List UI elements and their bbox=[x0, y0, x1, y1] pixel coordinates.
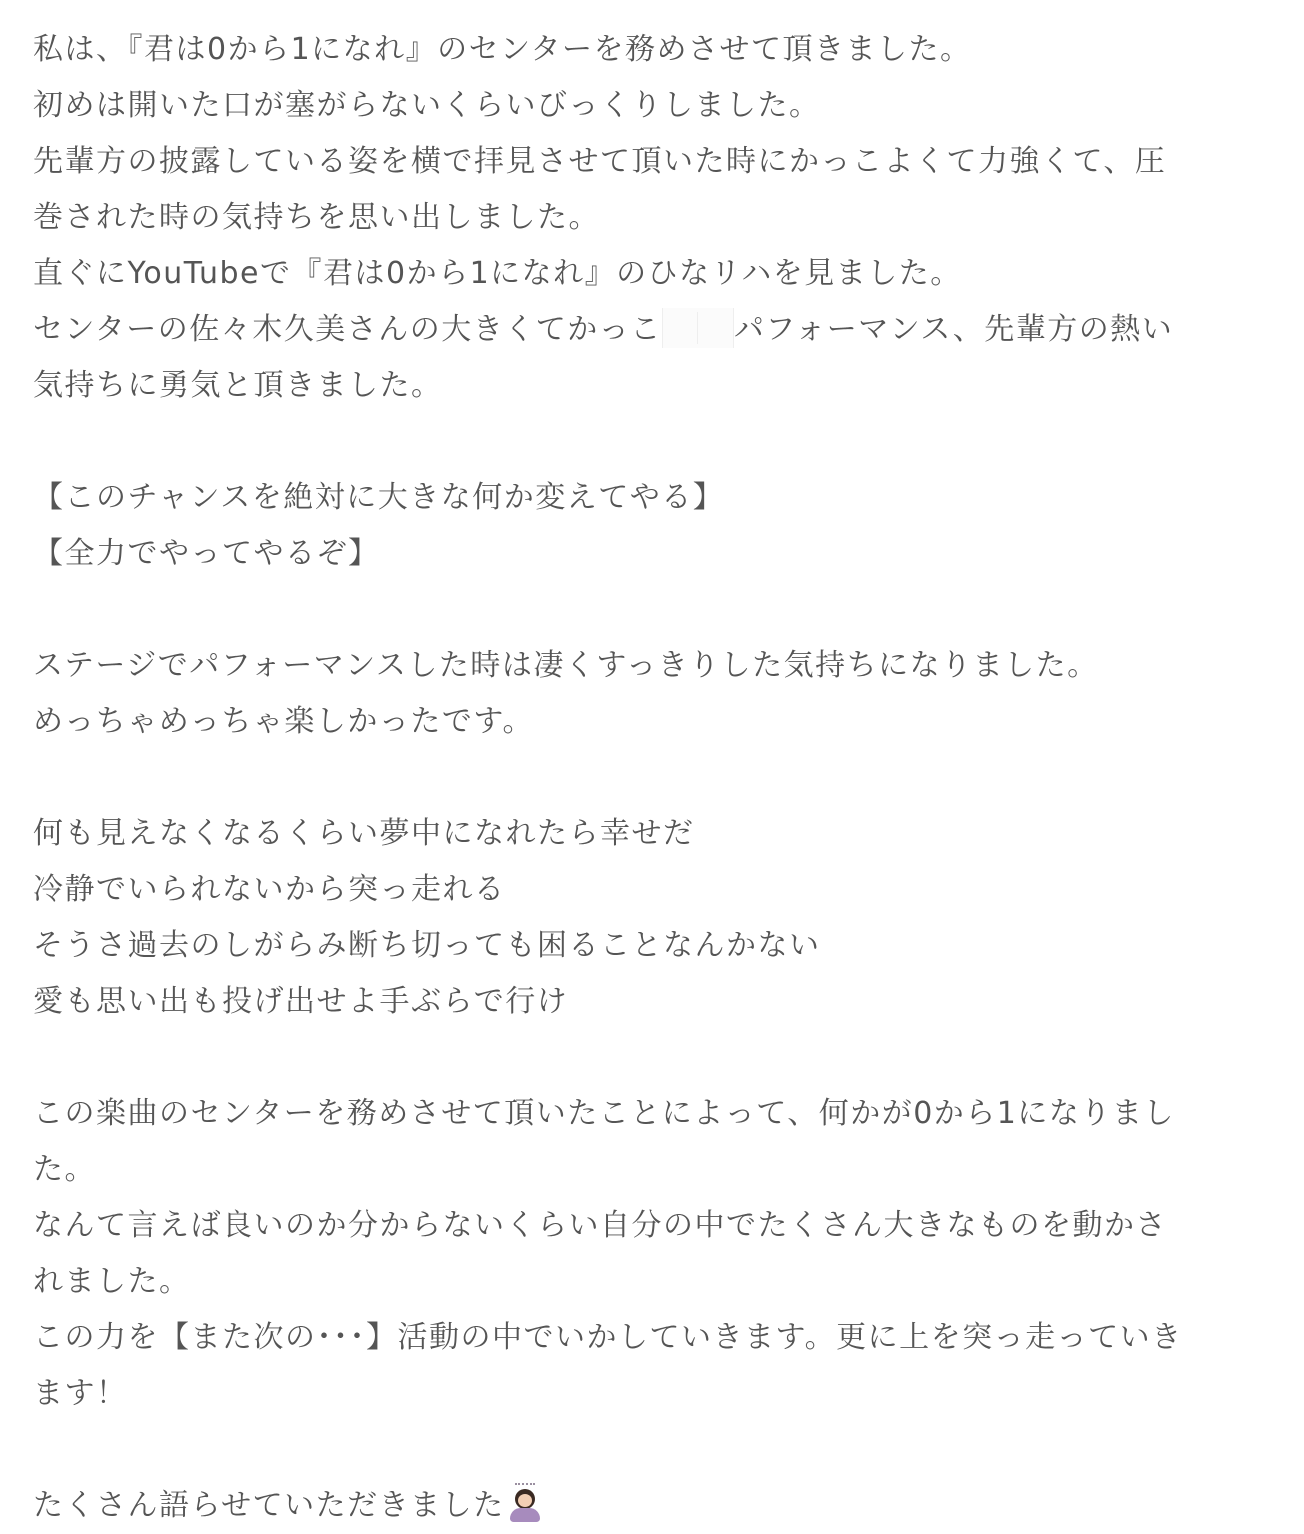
text-line: ます！ bbox=[33, 1376, 128, 1411]
paragraph-spacer bbox=[33, 1030, 1273, 1086]
text-line: た。 bbox=[33, 1152, 96, 1187]
paragraph-spacer bbox=[33, 582, 1273, 638]
text-line: 【全力でやってやるぞ】 bbox=[33, 536, 380, 571]
paragraph-2 bbox=[33, 470, 1273, 582]
text-line: 気持ちに勇気と頂きました。 bbox=[33, 368, 443, 403]
blog-article-body bbox=[33, 22, 1273, 1534]
text-line-with-emoji bbox=[33, 1478, 1273, 1534]
lyric-line: 冷静でいられないから突っ走れる bbox=[33, 872, 506, 907]
text-line: 【このチャンスを絶対に大きな何か変えてやる】 bbox=[33, 480, 725, 515]
text-line: 先輩方の披露している姿を横で拝見させて頂いた時にかっこよくて力強くて、圧 bbox=[33, 144, 1167, 179]
closing-text: たくさん語らせていただきました bbox=[33, 1488, 505, 1523]
text-segment: パフォーマンス、先輩方の熱い bbox=[733, 312, 1174, 347]
paragraph-spacer bbox=[33, 1422, 1273, 1478]
text-line: この力を【また次の･･･】活動の中でいかしていきます。更に上を突っ走っていき bbox=[33, 1320, 1183, 1355]
text-line: 初めは開いた口が塞がらないくらいびっくりしました。 bbox=[33, 88, 821, 123]
text-segment: センターの佐々木久美さんの大きくてかっこ bbox=[33, 312, 662, 347]
lyric-line: 愛も思い出も投げ出せよ手ぶらで行け bbox=[33, 984, 569, 1019]
paragraph-spacer bbox=[33, 750, 1273, 806]
lyric-line: 何も見えなくなるくらい夢中になれたら幸せだ bbox=[33, 816, 695, 851]
text-line: この楽曲のセンターを務めさせて頂いたことによって、何かが0から1になりまし bbox=[33, 1096, 1175, 1131]
text-line: 巻された時の気持ちを思い出しました。 bbox=[33, 200, 600, 235]
text-line: めっちゃめっちゃ楽しかったです。 bbox=[33, 704, 534, 739]
text-line: れました。 bbox=[33, 1264, 191, 1299]
paragraph-4-lyrics bbox=[33, 806, 1273, 1030]
paragraph-3 bbox=[33, 638, 1273, 750]
text-line: 直ぐにYouTubeで『君は0から1になれ』のひなリハを見ました。 bbox=[33, 256, 962, 291]
paragraph-1 bbox=[33, 22, 1273, 414]
text-line: ステージでパフォーマンスした時は凄くすっきりした気持ちになりました。 bbox=[33, 648, 1099, 683]
paragraph-6-closing bbox=[33, 1478, 1273, 1534]
lyric-line: そうさ過去のしがらみ断ち切っても困ることなんかない bbox=[33, 928, 821, 963]
paragraph-5 bbox=[33, 1086, 1273, 1422]
paragraph-spacer bbox=[33, 414, 1273, 470]
text-line: 私は、『君は0から1になれ』のセンターを務めさせて頂きました。 bbox=[33, 32, 972, 67]
masked-text-region bbox=[662, 308, 734, 348]
person-bowing-emoji-icon bbox=[507, 1483, 543, 1523]
text-line: なんて言えば良いのか分からないくらい自分の中でたくさん大きなものを動かさ bbox=[33, 1208, 1167, 1243]
text-line-with-mask bbox=[33, 302, 1273, 358]
